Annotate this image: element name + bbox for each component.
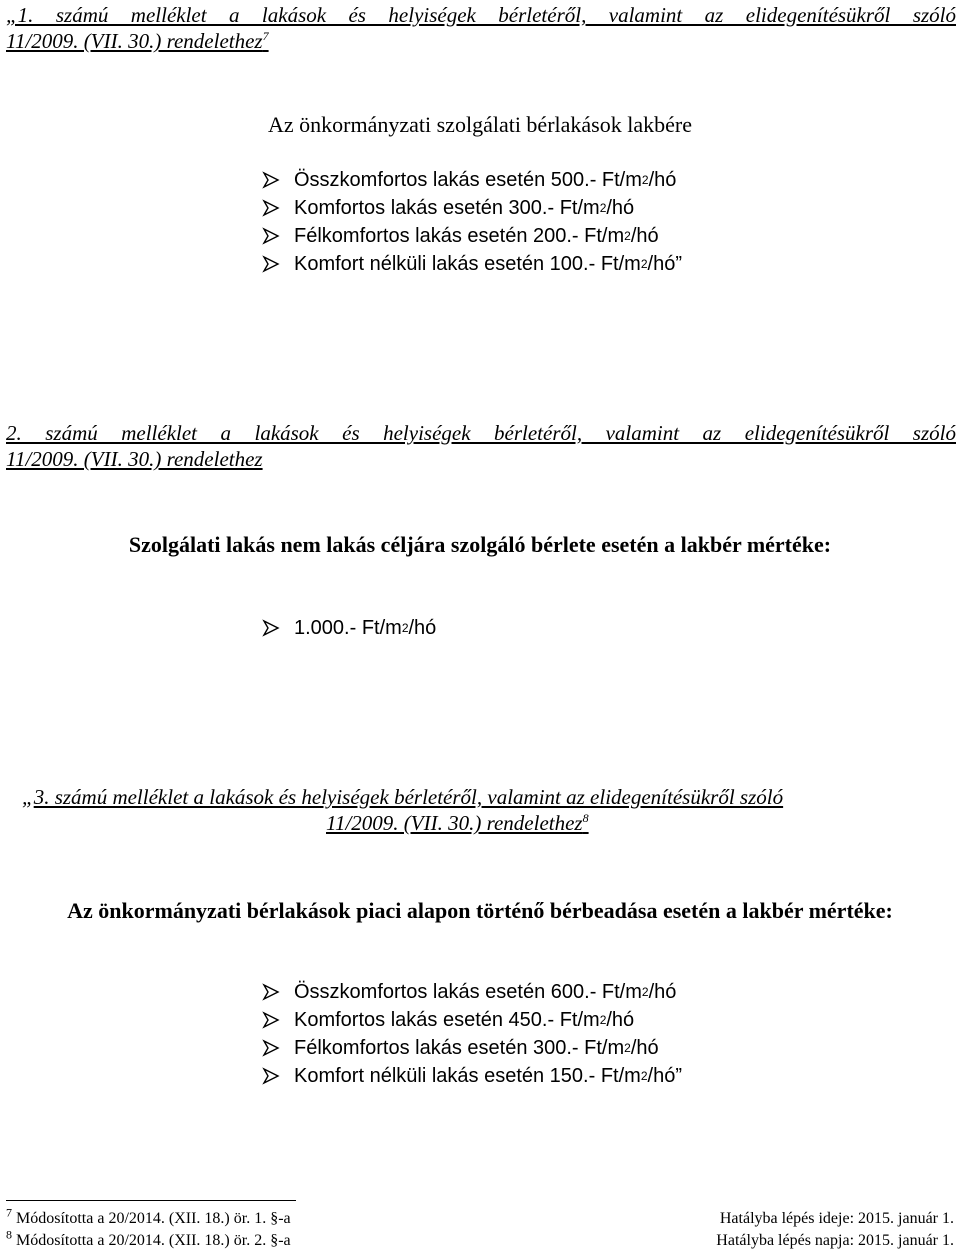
- footnote-number: 7: [6, 1205, 12, 1220]
- annex2-rate-list: [262, 614, 436, 642]
- arrow-bullet-icon: [262, 199, 280, 217]
- arrow-bullet-icon: [262, 1067, 280, 1085]
- list-item: Komfortos lakás esetén 450.- Ft/m 2 /hó: [262, 1006, 682, 1034]
- footnote-ref-8[interactable]: 8: [582, 811, 589, 825]
- rate-text: Komfort nélküli lakás esetén 100.- Ft/m: [294, 252, 641, 275]
- arrow-bullet-icon: [262, 983, 280, 1001]
- rate-unit: /hó: [648, 168, 677, 191]
- footnote-separator: [6, 1200, 296, 1201]
- list-item: 1.000.- Ft/m 2 /hó: [262, 614, 436, 642]
- list-item: Félkomfortos lakás esetén 200.- Ft/m 2 /hó: [262, 222, 682, 250]
- annex3-rate-list: [262, 978, 682, 1090]
- footnote-left: [6, 1227, 291, 1254]
- footnote-text: Módosította a 20/2014. (XII. 18.) ör. 1. §-a: [16, 1210, 291, 1227]
- rate-unit: /hó: [630, 224, 659, 247]
- rate-text: Összkomfortos lakás esetén 500.- Ft/m: [294, 168, 642, 191]
- annex3-heading-line2: [326, 810, 589, 836]
- rate-unit: /hó: [648, 980, 677, 1003]
- annex3-heading-quote: „: [22, 785, 34, 809]
- annex3-title: Az önkormányzati bérlakások piaci alapon történő bérbeadása esetén a lakbér mértéke:: [67, 898, 893, 923]
- rate-text: Félkomfortos lakás esetén 300.- Ft/m: [294, 1036, 625, 1059]
- arrow-bullet-icon: [262, 171, 280, 189]
- list-item: Komfort nélküli lakás esetén 150.- Ft/m 2 /hó”: [262, 1062, 682, 1090]
- annex2-heading-line2: 11/2009. (VII. 30.) rendelethez: [6, 447, 263, 471]
- list-item: Összkomfortos lakás esetén 500.- Ft/m 2 /hó: [262, 166, 682, 194]
- annex1-rate-list: [262, 166, 682, 278]
- footnote-effective-date: Hatályba lépés napja: 2015. január 1.: [716, 1232, 954, 1249]
- annex1-heading-line2-text: 11/2009. (VII. 30.) rendelethez: [6, 29, 263, 53]
- annex2-heading-line1: 2. számú melléklet a lakások és helyiségek bérletéről, valamint az elidegenítésükről szóló: [6, 421, 956, 445]
- arrow-bullet-icon: [262, 1039, 280, 1057]
- footnote-8: [6, 1227, 954, 1254]
- rate-text: Félkomfortos lakás esetén 200.- Ft/m: [294, 224, 625, 247]
- arrow-bullet-icon: [262, 227, 280, 245]
- annex1-heading-line2: [6, 28, 269, 54]
- annex3-heading-line1: [22, 784, 942, 810]
- rate-unit: /hó: [606, 1008, 635, 1031]
- arrow-bullet-icon: [262, 255, 280, 273]
- annex1-title: Az önkormányzati szolgálati bérlakások lakbére: [268, 112, 692, 137]
- footnote-ref-7[interactable]: 7: [262, 29, 269, 43]
- rate-text: 1.000.- Ft/m: [294, 616, 402, 639]
- footnote-text: Módosította a 20/2014. (XII. 18.) ör. 2. §-a: [16, 1232, 291, 1249]
- list-item: Komfort nélküli lakás esetén 100.- Ft/m 2 /hó”: [262, 250, 682, 278]
- rate-unit: /hó”: [647, 1064, 682, 1087]
- rate-text: Komfort nélküli lakás esetén 150.- Ft/m: [294, 1064, 641, 1087]
- rate-unit: /hó: [408, 616, 437, 639]
- footnote-number: 8: [6, 1227, 12, 1242]
- arrow-bullet-icon: [262, 619, 280, 637]
- annex1-heading-line1: „1. számú melléklet a lakások és helyiségek bérletéről, valamint az elidegenítésükről szóló: [6, 3, 956, 27]
- list-item: Félkomfortos lakás esetén 300.- Ft/m 2 /hó: [262, 1034, 682, 1062]
- footnotes: [6, 1205, 954, 1254]
- footnote-left: [6, 1205, 291, 1232]
- annex3-heading-line1-text: 3. számú melléklet a lakások és helyiségek bérletéről, valamint az elidegenítésükről szóló: [33, 785, 784, 809]
- annex3-heading-line2-text: 11/2009. (VII. 30.) rendelethez: [326, 811, 583, 835]
- list-item: Összkomfortos lakás esetén 600.- Ft/m 2 /hó: [262, 978, 682, 1006]
- rate-text: Komfortos lakás esetén 300.- Ft/m: [294, 196, 600, 219]
- rate-text: Összkomfortos lakás esetén 600.- Ft/m: [294, 980, 642, 1003]
- arrow-bullet-icon: [262, 1011, 280, 1029]
- rate-unit: /hó”: [647, 252, 682, 275]
- rate-unit: /hó: [606, 196, 635, 219]
- footnote-7: [6, 1205, 954, 1232]
- list-item: Komfortos lakás esetén 300.- Ft/m 2 /hó: [262, 194, 682, 222]
- annex2-title: Szolgálati lakás nem lakás céljára szolgáló bérlete esetén a lakbér mértéke:: [128, 532, 832, 557]
- rate-unit: /hó: [630, 1036, 659, 1059]
- footnote-effective-date: Hatályba lépés ideje: 2015. január 1.: [719, 1210, 954, 1227]
- rate-text: Komfortos lakás esetén 450.- Ft/m: [294, 1008, 600, 1031]
